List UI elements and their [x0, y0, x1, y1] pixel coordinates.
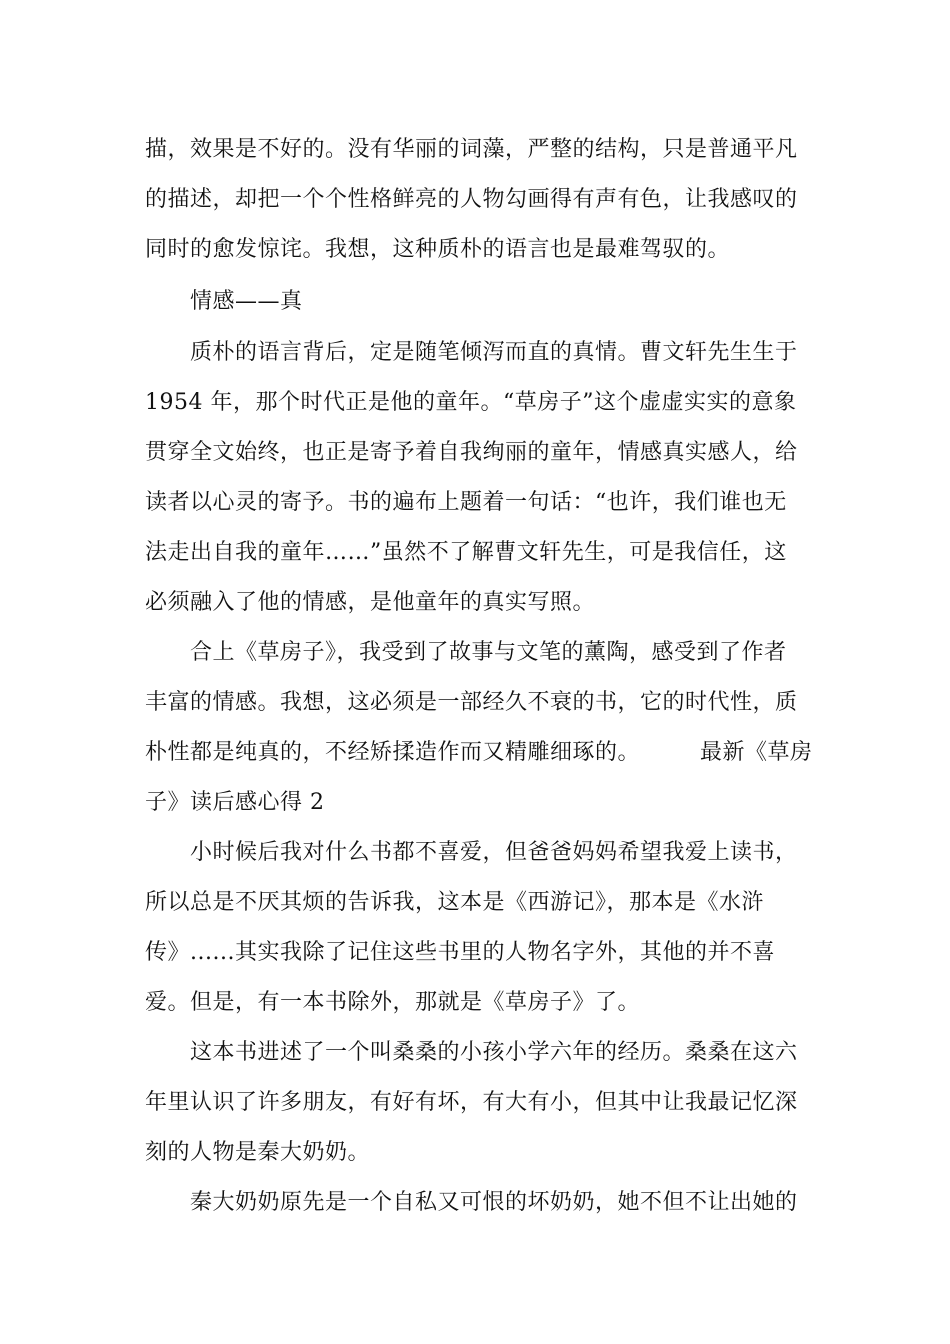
text-line: 描，效果是不好的。没有华丽的词藻，严整的结构，只是普通平凡: [145, 137, 798, 162]
section-heading: 情感——真: [190, 289, 303, 314]
text-line: 必须融入了他的情感，是他童年的真实写照。: [145, 590, 596, 615]
text-line: 这本书进述了一个叫桑桑的小孩小学六年的经历。桑桑在这六: [190, 1040, 798, 1065]
text-line: 小时候后我对什么书都不喜爱，但爸爸妈妈希望我爱上读书，: [190, 840, 798, 865]
text-line: 爱。但是，有一本书除外，那就是《草房子》了。: [145, 990, 641, 1015]
text-line: 朴性都是纯真的，不经矫揉造作而又精雕细琢的。 最新《草房: [145, 740, 813, 765]
text-line: 1954 年，那个时代正是他的童年。“草房子”这个虚虚实实的意象: [145, 390, 797, 415]
text-line: 丰富的情感。我想，这必须是一部经久不衰的书，它的时代性，质: [145, 690, 798, 715]
text-line: 刻的人物是秦大奶奶。: [145, 1140, 371, 1165]
text-line: 合上《草房子》，我受到了故事与文笔的薰陶，感受到了作者: [190, 640, 787, 665]
text-line: 读者以心灵的寄予。书的遍布上题着一句话：“也许，我们谁也无: [145, 490, 787, 515]
text-line: 秦大奶奶原先是一个自私又可恨的坏奶奶，她不但不让出她的: [190, 1190, 798, 1215]
section-title: 子》读后感心得 2: [145, 790, 325, 815]
text-line: 年里认识了许多朋友，有好有坏，有大有小，但其中让我最记忆深: [145, 1090, 798, 1115]
text-line: 法走出自我的童年……”虽然不了解曹文轩先生，可是我信任，这: [145, 540, 787, 565]
text-line: 贯穿全文始终，也正是寄予着自我绚丽的童年，情感真实感人，给: [145, 440, 798, 465]
text-line: 传》......其实我除了记住这些书里的人物名字外，其他的并不喜: [145, 940, 775, 965]
text-line: 所以总是不厌其烦的告诉我，这本是《西游记》，那本是《水浒: [145, 890, 765, 915]
text-line: 同时的愈发惊诧。我想，这种质朴的语言也是最难驾驭的。: [145, 237, 731, 262]
text-line: 的描述，却把一个个性格鲜亮的人物勾画得有声有色，让我感叹的: [145, 187, 798, 212]
text-line: 质朴的语言背后，定是随笔倾泻而直的真情。曹文轩先生生于: [190, 340, 798, 365]
